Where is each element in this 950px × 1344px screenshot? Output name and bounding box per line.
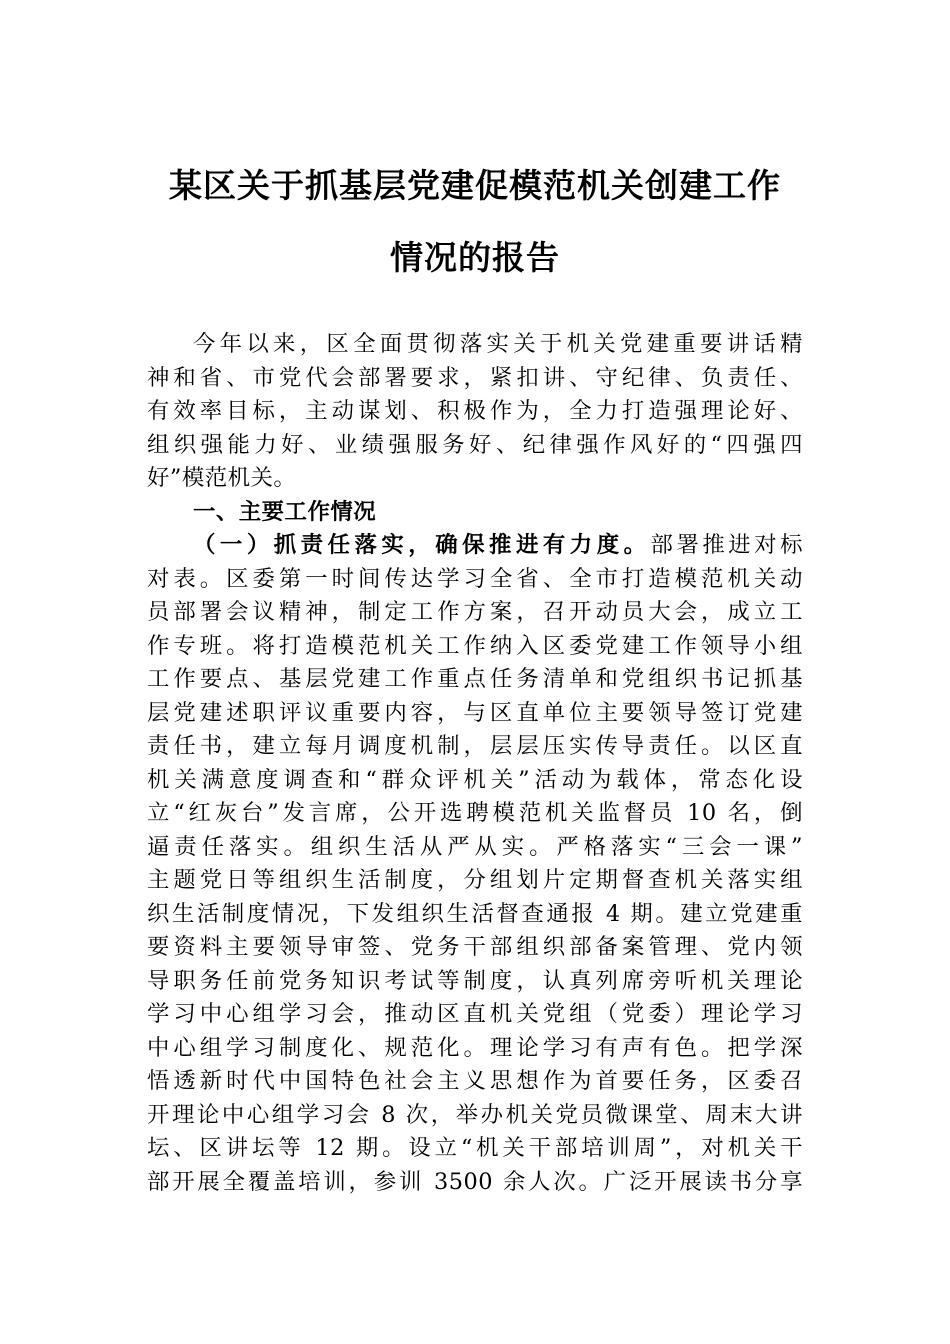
body-line: 要资料主要领导审签、党务干部组织部备案管理、党内领 [147, 934, 803, 960]
intro-line: 今年以来，区全面贯彻落实关于机关党建重要讲话精 [193, 331, 803, 357]
body-line: 作专班。将打造模范机关工作纳入区委党建工作领导小组 [147, 632, 803, 659]
body-line: 责任书，建立每月调度机制，层层压实传导责任。以区直 [147, 733, 803, 759]
body-line: 立“红灰台”发言席，公开选聘模范机关监督员 10 名，倒 [147, 800, 803, 826]
body-line: 学习中心组学习会，推动区直机关党组（党委）理论学习 [147, 1001, 803, 1027]
body-line: 对表。区委第一时间传达学习全省、全市打造模范机关动 [147, 565, 803, 592]
body-line: 导职务任前党务知识考试等制度，认真列席旁听机关理论 [147, 967, 803, 994]
body-line: 部开展全覆盖培训，参训 3500 余人次。广泛开展读书分享 [147, 1168, 803, 1195]
body-line: 中心组学习制度化、规范化。理论学习有声有色。把学深 [147, 1034, 803, 1061]
body-line: 员部署会议精神，制定工作方案，召开动员大会，成立工 [147, 599, 803, 625]
body-line: 悟透新时代中国特色社会主义思想作为首要任务，区委召 [147, 1068, 803, 1094]
body-line: 主题党日等组织生活制度，分组划片定期督查机关落实组 [147, 867, 803, 893]
body-line: 坛、区讲坛等 12 期。设立“机关干部培训周”，对机关干 [147, 1135, 803, 1161]
subsection-first-line-text: 部署推进对标 [650, 532, 803, 558]
body-line: 机关满意度调查和“群众评机关”活动为载体，常态化设 [147, 766, 803, 793]
intro-line: 组织强能力好、业绩强服务好、纪律强作风好的“四强四 [147, 431, 803, 458]
section-heading: 一、主要工作情况 [193, 498, 377, 525]
body-line: 工作要点、基层党建工作重点任务清单和党组织书记抓基 [147, 666, 803, 692]
document-title-line-1: 某区关于抓基层党建促模范机关创建工作 [169, 166, 781, 205]
body-line: 逼责任落实。组织生活从严从实。严格落实“三会一课” [147, 833, 803, 860]
document-title-line-2: 情况的报告 [390, 238, 560, 277]
subsection-heading: （一）抓责任落实，确保推进有力度。 [193, 532, 651, 558]
intro-paragraph [147, 328, 803, 1199]
body-line: 层党建述职评议重要内容，与区直单位主要领导签订党建 [147, 699, 803, 726]
intro-line: 有效率目标，主动谋划、积极作为，全力打造强理论好、 [147, 398, 803, 424]
intro-line: 神和省、市党代会部署要求，紧扣讲、守纪律、负责任、 [147, 364, 803, 391]
subsection-first-line [147, 529, 803, 563]
body-line: 织生活制度情况，下发组织生活督查通报 4 期。建立党建重 [147, 900, 803, 927]
body-line: 开理论中心组学习会 8 次，举办机关党员微课堂、周末大讲 [147, 1101, 803, 1128]
intro-line: 好”模范机关。 [147, 465, 297, 491]
